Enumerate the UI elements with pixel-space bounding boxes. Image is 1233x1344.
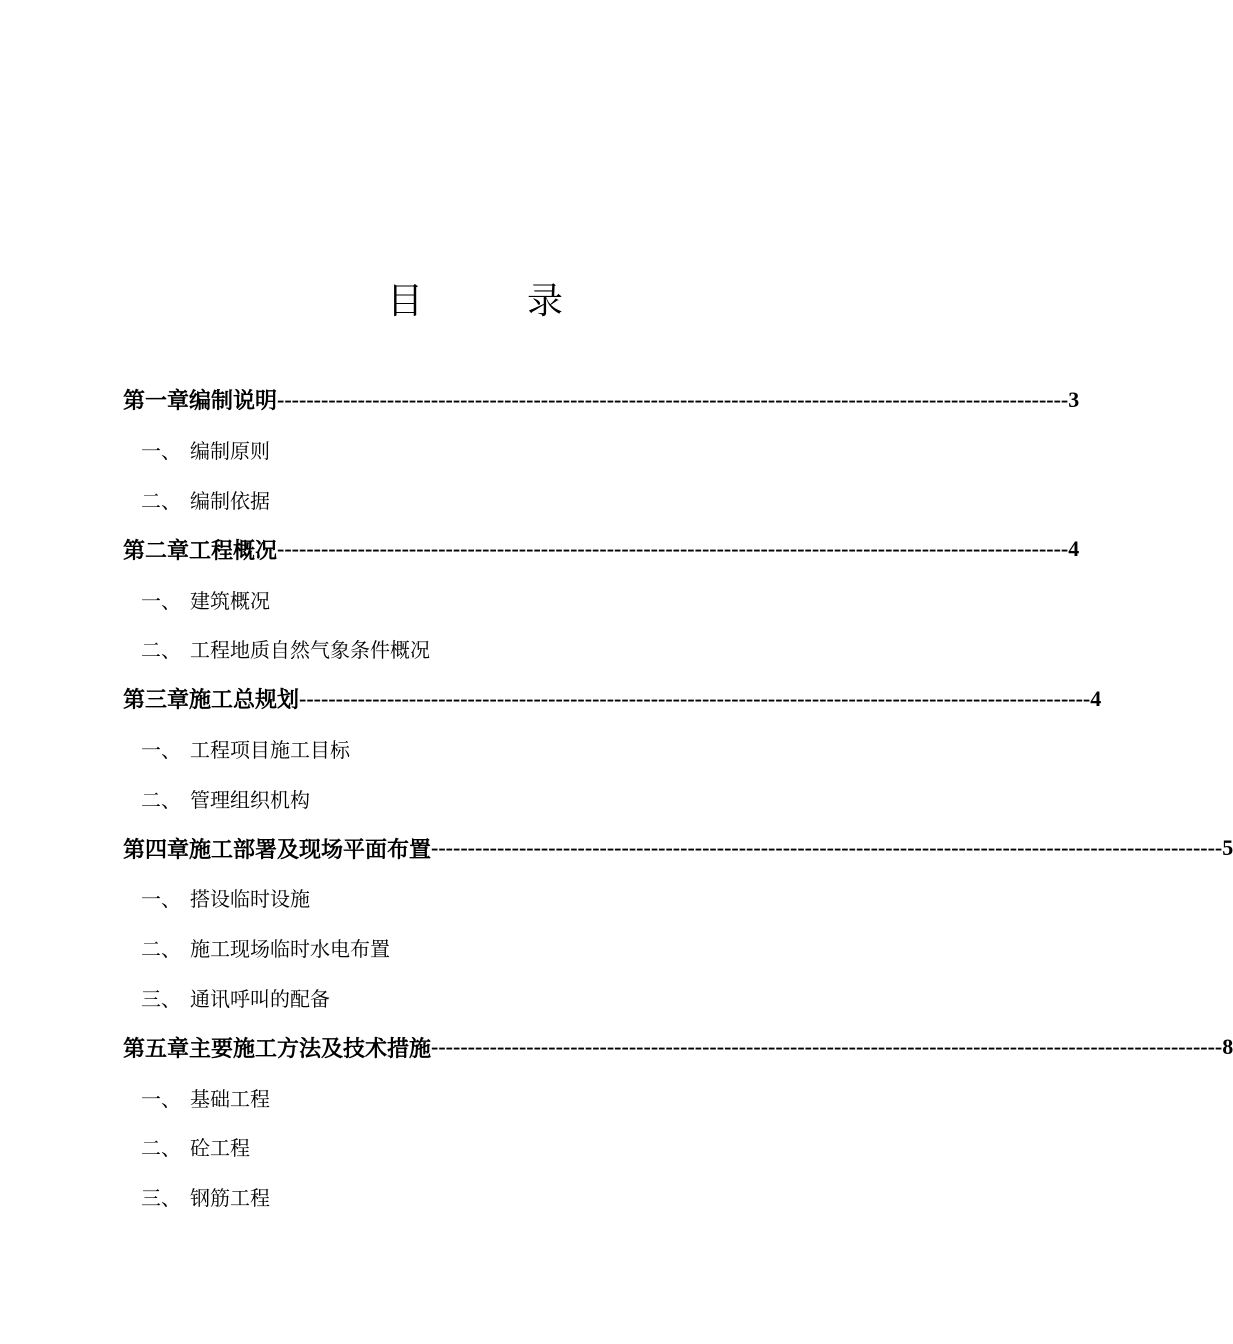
chapter-title: 工程概况 [189, 537, 278, 564]
section-number: 二、 [141, 937, 181, 962]
chapter-number: 第五章 [123, 1035, 190, 1062]
section-number: 二、 [141, 787, 181, 812]
page-number: 5 [1222, 835, 1233, 861]
toc-section[interactable] [141, 475, 950, 525]
chapter-number: 第三章 [123, 687, 190, 714]
section-title: 工程地质自然气象条件概况 [190, 638, 430, 663]
toc-list [0, 375, 1233, 1222]
section-title: 通讯呼叫的配备 [190, 986, 330, 1011]
toc-section[interactable] [141, 624, 950, 674]
section-title: 管理组织机构 [190, 787, 310, 812]
page-number: 4 [1068, 536, 1080, 562]
toc-section[interactable] [141, 1072, 950, 1122]
toc-section[interactable] [141, 773, 950, 823]
section-number: 二、 [141, 488, 181, 513]
section-title: 施工现场临时水电布置 [190, 937, 390, 962]
chapter-title: 施工总规划 [189, 687, 300, 714]
dot-leader: ------------------------------------------------------------------------------------------------------------ [431, 1034, 1223, 1060]
toc-section[interactable] [141, 1122, 950, 1172]
section-title: 工程项目施工目标 [190, 737, 350, 762]
toc-chapter-2[interactable] [123, 524, 1080, 574]
section-title: 搭设临时设施 [190, 887, 310, 912]
toc-section[interactable] [141, 425, 950, 475]
toc-section[interactable] [141, 973, 950, 1023]
toc-chapter-3[interactable] [123, 674, 1102, 724]
toc-chapter-5[interactable] [123, 1022, 1233, 1072]
page-number: 3 [1068, 386, 1080, 412]
section-number: 一、 [141, 588, 181, 613]
chapter-title: 编制说明 [189, 388, 278, 415]
dot-leader: ------------------------------------------------------------------------------------------------------------ [299, 685, 1091, 711]
dot-leader: ------------------------------------------------------------------------------------------------------------ [277, 536, 1069, 562]
section-number: 二、 [141, 638, 181, 663]
toc-title: 目 录 [386, 281, 597, 322]
toc-section[interactable] [141, 1172, 950, 1222]
dot-leader: ------------------------------------------------------------------------------------------------------------ [431, 835, 1223, 861]
section-title: 基础工程 [190, 1086, 270, 1111]
section-number: 三、 [141, 986, 181, 1011]
toc-chapter-4[interactable] [123, 823, 1233, 873]
chapter-number: 第四章 [123, 836, 190, 863]
dot-leader: ------------------------------------------------------------------------------------------------------------ [277, 386, 1069, 412]
section-number: 二、 [141, 1136, 181, 1161]
section-title: 编制依据 [190, 488, 270, 513]
page-number: 8 [1222, 1034, 1233, 1060]
chapter-number: 第一章 [123, 388, 190, 415]
section-title: 编制原则 [190, 439, 270, 464]
page-number: 4 [1090, 685, 1102, 711]
section-number: 一、 [141, 1086, 181, 1111]
section-title: 建筑概况 [190, 588, 270, 613]
chapter-title: 施工部署及现场平面布置 [189, 836, 432, 863]
toc-section[interactable] [141, 574, 950, 624]
section-number: 一、 [141, 439, 181, 464]
section-number: 三、 [141, 1186, 181, 1211]
section-title: 砼工程 [190, 1136, 250, 1161]
toc-section[interactable] [141, 923, 950, 973]
chapter-number: 第二章 [123, 537, 190, 564]
toc-chapter-1[interactable] [123, 375, 1080, 425]
section-number: 一、 [141, 737, 181, 762]
chapter-title: 主要施工方法及技术措施 [189, 1035, 432, 1062]
toc-section[interactable] [141, 724, 950, 774]
toc-section[interactable] [141, 873, 950, 923]
section-number: 一、 [141, 887, 181, 912]
section-title: 钢筋工程 [190, 1186, 270, 1211]
